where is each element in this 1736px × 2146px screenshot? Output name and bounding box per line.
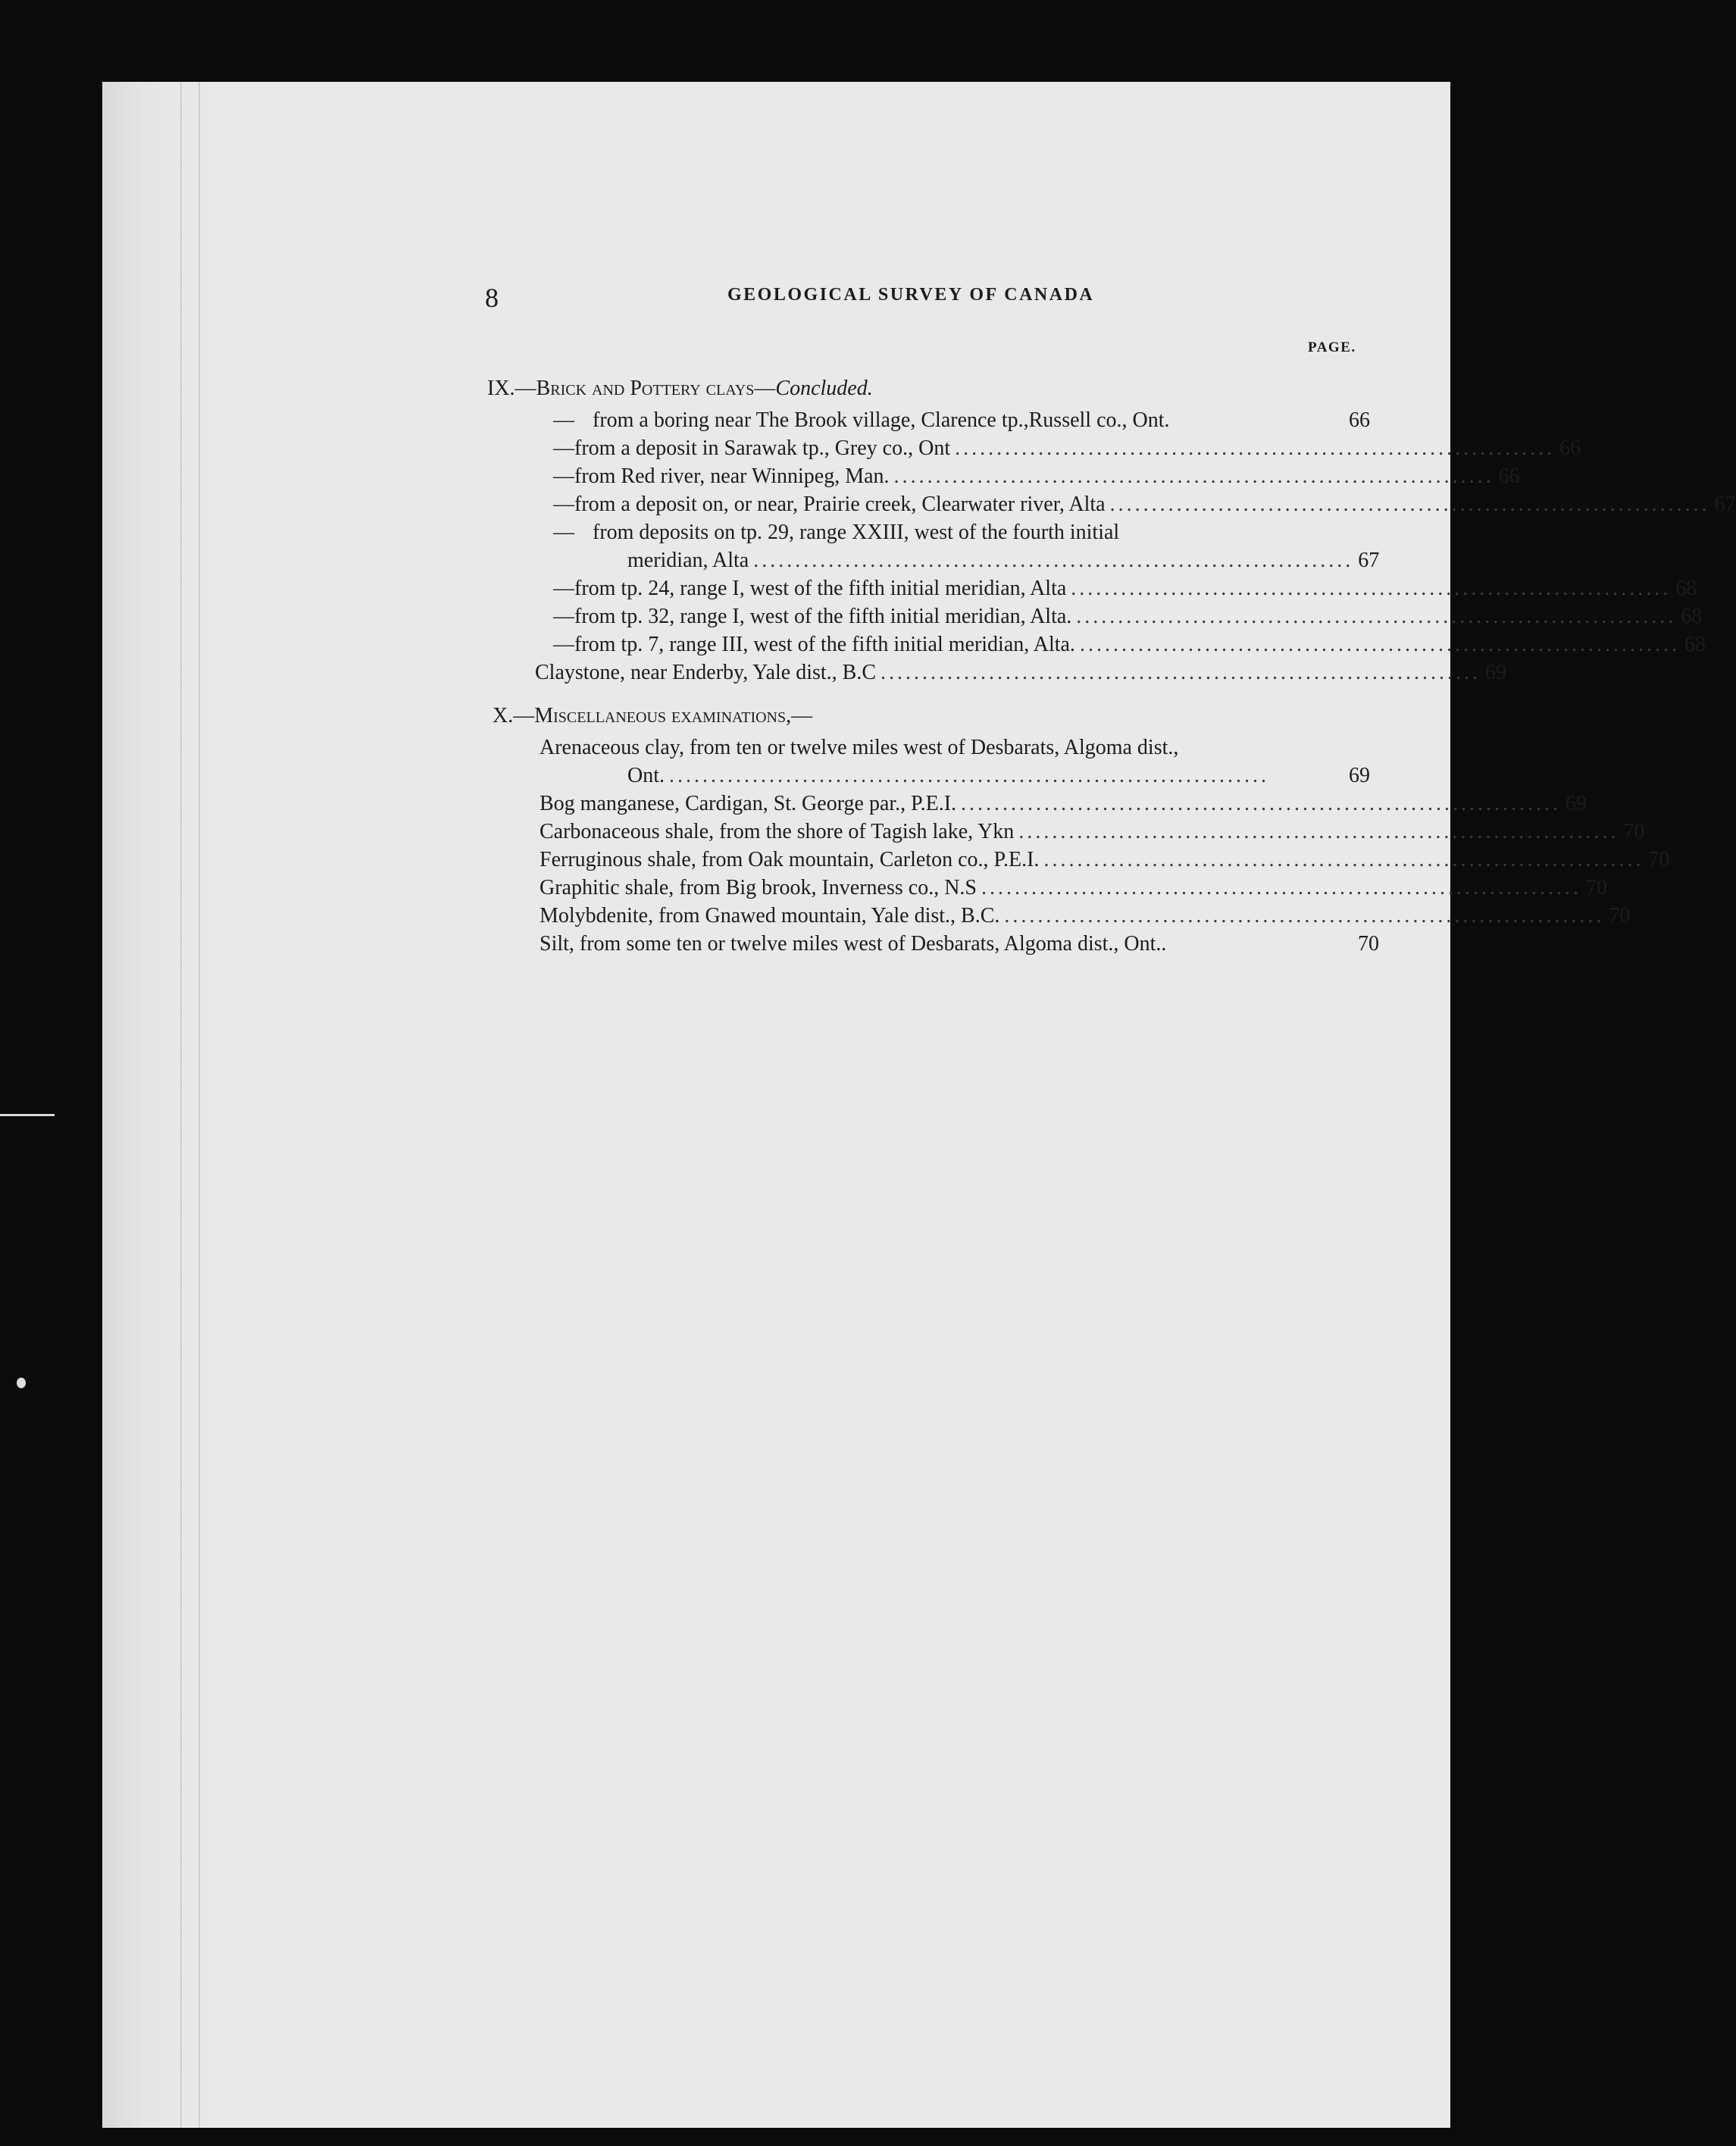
dot-leader: ........................................................................ (669, 764, 1269, 787)
toc-entry (535, 660, 1507, 686)
entry-text: from deposits on tp. 29, range XXIII, west of the fourth initial (593, 521, 1120, 544)
dot-leader: ........................................................................ (1043, 848, 1644, 871)
entry-text: Molybdenite, from Gnawed mountain, Yale dist., B.C. (540, 904, 1000, 928)
entry-page: 69 (1349, 764, 1370, 787)
toc-entry (540, 875, 1607, 901)
entry-text: Claystone, near Enderby, Yale dist., B.C (535, 661, 877, 684)
entry-page: 68 (1684, 633, 1706, 656)
section-title: Miscellaneous examinations,— (534, 704, 813, 727)
entry-text: Graphitic shale, from Big brook, Inverness co., N.S (540, 876, 977, 899)
dot-leader: ........................................................................ (1018, 820, 1619, 843)
scan-speck (17, 1378, 26, 1388)
entry-page: 70 (1609, 904, 1631, 928)
gutter-line (180, 82, 182, 2128)
entry-dash: — (553, 633, 574, 656)
entry-dash: — (553, 408, 574, 432)
section-heading (487, 376, 873, 402)
entry-dash: — (553, 436, 574, 460)
entry-page: 70 (1623, 820, 1645, 843)
entry-page: 68 (1681, 605, 1703, 628)
dot-leader: ........................................................................ (1004, 904, 1605, 928)
entry-page: 66 (1559, 436, 1581, 460)
entry-text: from Red river, near Winnipeg, Man. (574, 465, 890, 488)
toc-entry (553, 492, 1736, 518)
toc-entry (553, 464, 1520, 490)
gutter-line (199, 82, 200, 2128)
entry-page: 67 (1358, 549, 1380, 572)
entry-text: from tp. 24, range I, west of the fifth initial meridian, Alta (574, 577, 1067, 600)
dot-leader: ........................................................................ (881, 661, 1481, 684)
running-title: GEOLOGICAL SURVEY OF CANADA (727, 285, 1095, 305)
entry-text: from tp. 7, range III, west of the fifth initial meridian, Alta. (574, 633, 1075, 656)
toc-entry-continuation (627, 763, 1370, 789)
entry-page: 67 (1714, 493, 1736, 516)
entry-page: 66 (1498, 465, 1520, 488)
entry-text: Ont. (627, 764, 665, 787)
toc-entry (540, 931, 1379, 957)
entry-text: from a deposit on, or near, Prairie creek, Clearwater river, Alta (574, 493, 1106, 516)
entry-dash: — (553, 521, 574, 544)
entry-text: Carbonaceous shale, from the shore of Tagish lake, Ykn (540, 820, 1015, 843)
page-column-label: PAGE. (1308, 339, 1356, 355)
entry-page: 69 (1485, 661, 1507, 684)
entry-text: from tp. 32, range I, west of the fifth initial meridian, Alta. (574, 605, 1072, 628)
entry-page: 70 (1586, 876, 1607, 899)
dot-leader: ........................................................................ (955, 436, 1556, 460)
dot-leader: ........................................................................ (1076, 605, 1677, 628)
toc-entry (553, 632, 1706, 658)
entry-dash: — (553, 577, 574, 600)
entry-text: meridian, Alta (627, 549, 749, 572)
toc-entry (540, 903, 1631, 929)
section-title-suffix: Concluded. (775, 377, 873, 400)
dot-leader: ........................................................................ (1109, 493, 1710, 516)
dot-leader: ........................................................................ (893, 465, 1494, 488)
section-numeral: X.— (493, 704, 535, 727)
section-numeral: IX.— (487, 377, 536, 400)
entry-text: Silt, from some ten or twelve miles west of Desbarats, Algoma dist., Ont.. (540, 932, 1167, 956)
entry-page: 70 (1648, 848, 1670, 871)
entry-page: 70 (1358, 932, 1379, 956)
scan-edge-mark (0, 1114, 55, 1116)
entry-dash: — (553, 605, 574, 628)
toc-entry-continuation (627, 548, 1380, 574)
dot-leader: ........................................................................ (1079, 633, 1680, 656)
running-head (485, 282, 1364, 317)
entry-page: 66 (1349, 408, 1370, 432)
entry-page: 68 (1675, 577, 1697, 600)
toc-entry (540, 735, 1335, 761)
entry-text: from a deposit in Sarawak tp., Grey co., Ont (574, 436, 951, 460)
entry-dash: — (553, 465, 574, 488)
dot-leader: ........................................................................ (1071, 577, 1672, 600)
section-title: Brick and Pottery clays— (536, 377, 776, 400)
toc-entry (553, 520, 1328, 546)
entry-text: Arenaceous clay, from ten or twelve miles west of Desbarats, Algoma dist., (540, 736, 1179, 759)
section-heading (493, 703, 812, 729)
entry-dash: — (553, 493, 574, 516)
dot-leader: ........................................................................ (961, 792, 1562, 815)
toc-entry (553, 576, 1697, 602)
dot-leader: ........................................................................ (753, 549, 1354, 572)
toc-entry (553, 436, 1581, 461)
dot-leader: ........................................................................ (981, 876, 1581, 899)
toc-entry (553, 604, 1703, 630)
entry-text: Bog manganese, Cardigan, St. George par., P.E.I. (540, 792, 957, 815)
page-number: 8 (485, 283, 499, 313)
entry-page: 69 (1566, 792, 1587, 815)
entry-text: Ferruginous shale, from Oak mountain, Carleton co., P.E.I. (540, 848, 1040, 871)
toc-entry (540, 819, 1645, 845)
toc-entry (540, 847, 1670, 873)
entry-text: from a boring near The Brook village, Clarence tp.,Russell co., Ont. (593, 408, 1170, 432)
toc-entry (553, 408, 1370, 433)
toc-entry (540, 791, 1587, 817)
